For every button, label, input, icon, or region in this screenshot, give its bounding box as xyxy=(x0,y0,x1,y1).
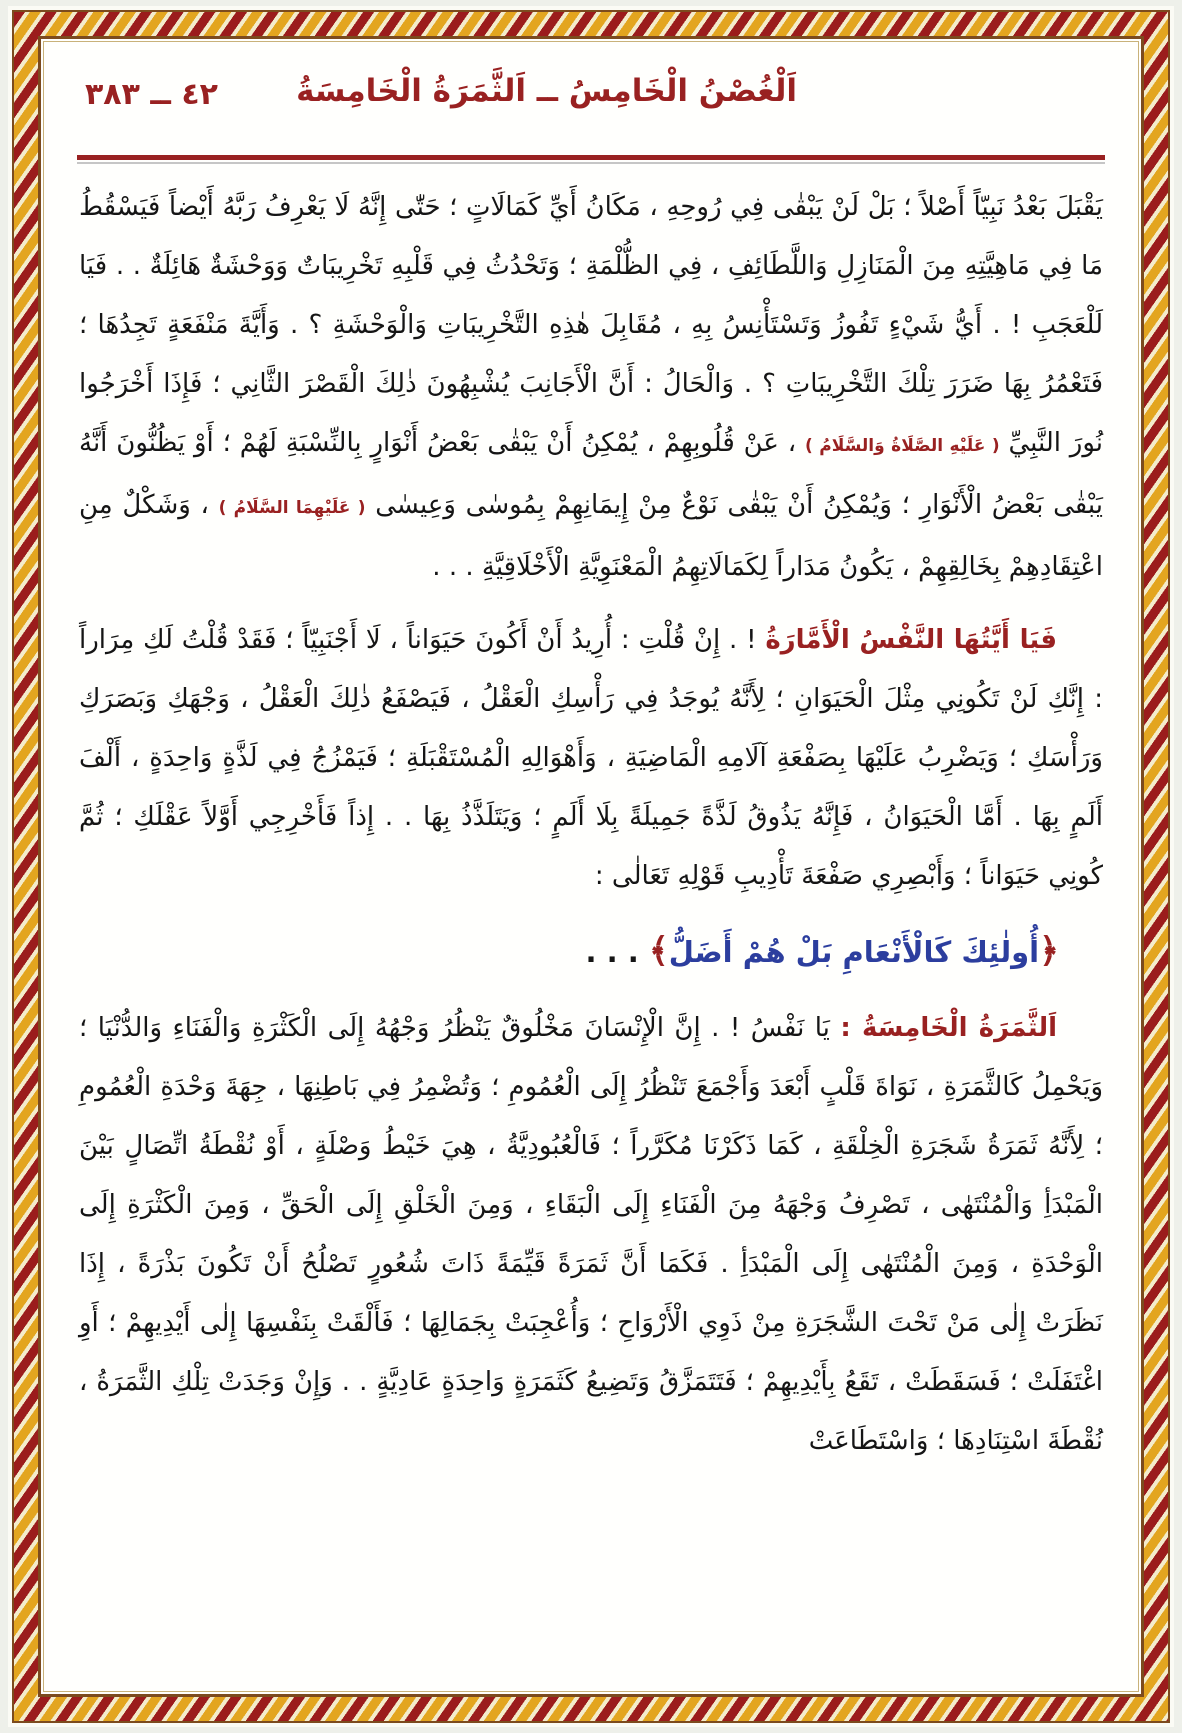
quran-verse xyxy=(79,920,1059,983)
verse-ornate-bracket-close: ﴾ xyxy=(648,931,669,971)
body-text xyxy=(75,178,1107,1471)
page-title: اَلْغُصْنُ الْخَامِسُ ــ اَلثَّمَرَةُ الْخَامِسَةُ xyxy=(296,73,797,109)
verse-trailing-dots: . . . xyxy=(585,935,649,969)
fifth-fruit-heading: اَلثَّمَرَةُ الْخَامِسَةُ : xyxy=(840,1013,1057,1043)
header-divider xyxy=(77,155,1105,164)
verse-text: أُولٰئِكَ كَالْأَنْعَامِ بَلْ هُمْ أَضَلُّ xyxy=(668,935,1040,969)
paragraph-3 xyxy=(79,999,1103,1471)
page-content xyxy=(38,36,1144,1697)
paragraph-2 xyxy=(79,611,1103,906)
page-header xyxy=(75,65,1107,137)
paragraph-3-text: يَا نَفْسُ ! . إِنَّ الْإِنْسَانَ مَخْلُوقٌ يَنْظُرُ وَجْهُهُ إِلَى الْكَثْرَةِ وَالْفَنَاءِ وَالدُّنْيَا ؛ وَيَحْمِلُ كَالثَّمَرَةِ ، نَوَاةَ قَلْبٍ أَبْعَدَ وَأَجْمَعَ تَنْظُرُ إِلَى الْعُمُومِ ؛ وَتُضْمِرُ فِي بَاطِنِهَا ، جِهَةَ وَحْدَةِ الْعُمُومِ ؛ لِأَنَّهُ ثَمَرَةُ شَجَرَةِ الْخِلْقَةِ ، كَمَا ذَكَرْنَا مُكَرَّراً ؛ فَالْعُبُودِيَّةُ ، هِيَ خَيْطُ وَصْلَةٍ ، أَوْ نُقْطَةُ اتِّصَالٍ بَيْنَ الْمَبْدَأِ وَالْمُنْتَهٰى ، تَصْرِفُ وَجْهَهُ مِنَ الْفَنَاءِ إِلَى الْبَقَاءِ ، وَمِنَ الْخَلْقِ إِلَى الْحَقِّ ، وَمِنَ الْكَثْرَةِ إِلَى الْوَحْدَةِ ، وَمِنَ الْمُنْتَهٰى إِلَى الْمَبْدَأِ . فَكَمَا أَنَّ ثَمَرَةً قَيِّمَةً ذَاتَ شُعُورٍ تَصْلُحُ أَنْ تَكُونَ بَذْرَةً ، إِذَا نَظَرَتْ إِلٰى مَنْ تَحْتَ الشَّجَرَةِ مِنْ ذَوِي الْأَرْوَاحِ ؛ وَأُعْجِبَتْ بِجَمَالِهَا ؛ فَأَلْقَتْ بِنَفْسِهَا إِلٰى أَيْدِيهِمْ ؛ أَوِ اغْتَفَلَتْ ؛ فَسَقَطَتْ ، تَقَعُ بِأَيْدِيهِمْ ؛ فَتَتَمَزَّقُ وَتَضِيعُ كَثَمَرَةٍ وَاحِدَةٍ عَادِيَّةٍ . . وَإِنْ وَجَدَتْ تِلْكِ الثَّمَرَةُ ، نُقْطَةَ اسْتِنَادِهَا ؛ وَاسْتَطَاعَتْ xyxy=(79,1013,1103,1456)
nafs-address-heading: فَيَا أَيَّتُهَا النَّفْسُ الْأَمَّارَةُ xyxy=(765,625,1057,655)
paragraph-1-text-c: ، وَشَكْلٌ مِنِ اعْتِقَادِهِمْ بِخَالِقِهِمْ ، يَكُونُ مَدَاراً لِكَمَالَاتِهِمُ الْمَعْنَوِيَّةِ الْأَخْلَاقِيَّةِ . . . xyxy=(79,490,1103,582)
honorific-alayhis-salat-wassalam: ( عَلَيْهِ الصَّلَاةُ وَالسَّلَامُ ) xyxy=(804,436,1000,456)
verse-ornate-bracket-open: ﴿ xyxy=(1039,931,1059,971)
paragraph-1-text-a: يَقْبَلَ بَعْدُ نَبِيّاً أَصْلاً ؛ بَلْ لَنْ يَبْقٰى فِي رُوحِهِ ، مَكَانُ أَيِّ كَمَالَاتٍ ؛ حَتّٰى إِنَّهُ لَا يَعْرِفُ رَبَّهُ أَيْضاً فَيَسْقُطُ مَا فِي مَاهِيَّتِهِ مِنَ الْمَنَازِلِ وَاللَّطَائِفِ ، فِي الظُّلْمَةِ ؛ وَتَحْدُثُ فِي قَلْبِهِ تَخْرِيبَاتٌ وَوَحْشَةٌ هَائِلَةٌ . . فَيَا لَلْعَجَبِ ! . أَيُّ شَيْءٍ تَفُوزُ وَتَسْتَأْنِسُ بِهِ ، مُقَابِلَ هٰذِهِ التَّخْرِيبَاتِ وَالْوَحْشَةِ ؟ . وَأَيَّةَ مَنْفَعَةٍ تَجِدُهَا ؛ فَتَعْمُرُ بِهَا ضَرَرَ تِلْكَ التَّخْرِيبَاتِ ؟ . وَالْحَالُ : أَنَّ الْأَجَانِبَ يُشْبِهُونَ ذٰلِكَ الْقَصْرَ الثَّانِي ؛ فَإِذَا أَخْرَجُوا نُورَ النَّبِيِّ xyxy=(79,192,1104,458)
decorative-border-frame xyxy=(12,10,1170,1723)
page-number: ٤٢ ــ ٣٨٣ xyxy=(85,77,218,112)
paragraph-2-text: ! . إِنْ قُلْتِ : أُرِيدُ أَنْ أَكُونَ حَيَوَاناً ، لَا أَجْنَبِيّاً ؛ فَقَدْ قُلْتُ لَكِ مِرَاراً : إِنَّكِ لَنْ تَكُونِي مِثْلَ الْحَيَوَانِ ؛ لِأَنَّهُ يُوجَدُ فِي رَأْسِكِ الْعَقْلُ ، فَيَصْفَعُ ذٰلِكَ الْعَقْلُ ، وَجْهَكِ وَبَصَرَكِ وَرَأْسَكِ ؛ وَيَضْرِبُ عَلَيْهَا بِصَفْعَةِ آلَامِهِ الْمَاضِيَةِ ، وَأَهْوَالِهِ الْمُسْتَقْبَلَةِ ؛ فَيَمْزُجُ فِي لَذَّةٍ وَاحِدَةٍ ، أَلْفَ أَلَمٍ بِهَا . أَمَّا الْحَيَوَانُ ، فَإِنَّهُ يَذُوقُ لَذَّةً جَمِيلَةً بِلَا أَلَمٍ ؛ وَيَتَلَذَّذُ بِهَا . . إِذاً فَأَخْرِجِي أَوَّلاً عَقْلَكِ ؛ ثُمَّ كُونِي حَيَوَاناً ؛ وَأَبْصِرِي صَفْعَةَ تَأْدِيبِ قَوْلِهِ تَعَالٰى : xyxy=(79,625,1103,891)
honorific-alayhima-salam: ( عَلَيْهِمَا السَّلَامُ ) xyxy=(218,498,366,518)
page-sheet xyxy=(8,6,1174,1727)
paragraph-1-text-b: ، عَنْ قُلُوبِهِمْ ، يُمْكِنُ أَنْ يَبْقٰى بَعْضُ أَنْوَارٍ بِالنِّسْبَةِ لَهُمْ ؛ أَوْ يَظُنُّونَ أَنَّهُ يَبْقٰى بَعْضُ الْأَنْوَارِ ؛ وَيُمْكِنُ أَنْ يَبْقٰى نَوْعٌ مِنْ إِيمَانِهِمْ بِمُوسٰى وَعِيسٰى xyxy=(79,428,1104,520)
paragraph-1 xyxy=(79,178,1103,597)
